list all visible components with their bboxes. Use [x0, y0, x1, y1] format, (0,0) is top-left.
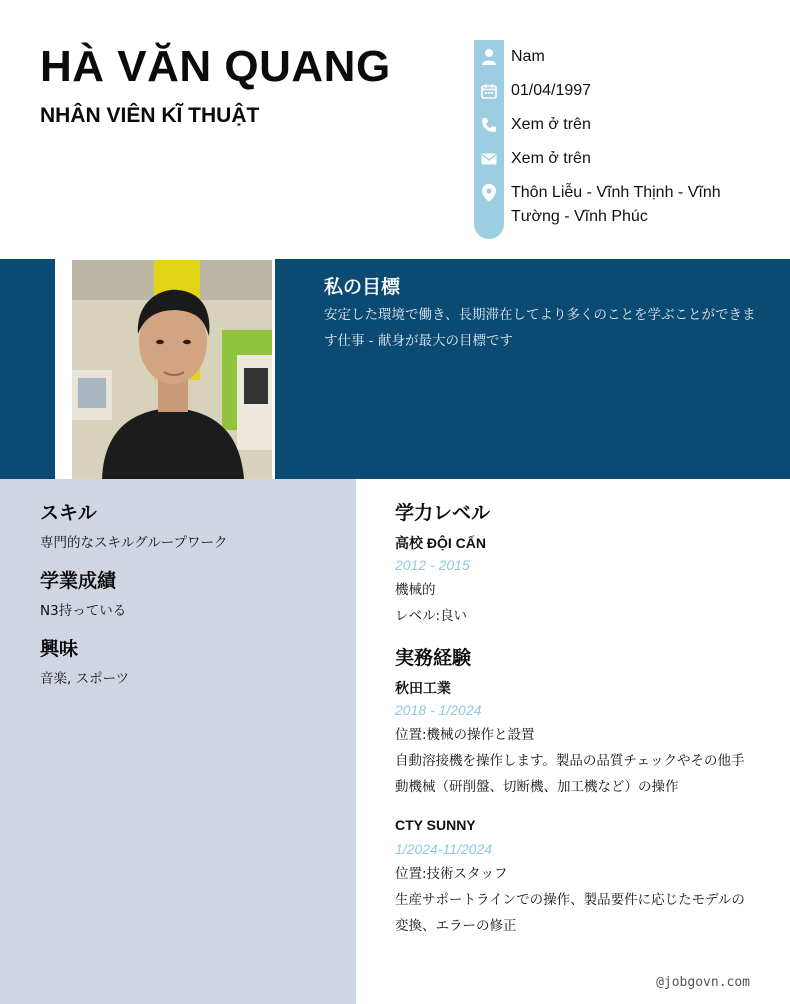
contact-birthdate-text: 01/04/1997: [511, 82, 592, 99]
left-column: [0, 479, 356, 1004]
phone-icon: [474, 108, 504, 142]
education-level: レベル:良い: [395, 608, 468, 624]
contact-address: [474, 176, 751, 229]
job-description: 自動溶接機を操作します。製品の品質チェックやその他手動機械（研削盤、切断機、加工機など）の操作: [395, 753, 745, 795]
contact-gender: [474, 40, 751, 74]
calendar-icon: [474, 74, 504, 108]
job-company: 秋田工業: [395, 680, 451, 696]
contact-gender-text: Nam: [511, 48, 545, 65]
job-dates: 1/2024-11/2024: [395, 841, 493, 857]
interests-title: 興味: [40, 638, 79, 660]
skills-title: スキル: [40, 502, 97, 524]
experience-title: 実務経験: [395, 647, 472, 669]
contact-address-text: Thôn Liễu - Vĩnh Thịnh - Vĩnh Tường - Vĩnh Phúc: [511, 184, 721, 225]
mail-icon: [474, 142, 504, 176]
achievements-title: 学業成績: [40, 570, 117, 592]
objective-text: 安定した環境で働き、長期滞在してより多くのことを学ぶことができます仕事 - 献身が最大の目標です: [324, 307, 756, 349]
contact-phone-text: Xem ở trên: [511, 116, 591, 133]
candidate-name: HÀ VĂN QUANG: [40, 42, 391, 91]
skills-text: 専門的なスキルグループワーク: [40, 535, 228, 551]
site-watermark: @jobgovn.com: [656, 975, 750, 990]
achievements-text: N3持っている: [40, 603, 127, 619]
contact-birthdate: [474, 74, 751, 108]
objective-title: 私の目標: [324, 276, 401, 298]
job-position: 位置:技術スタッフ: [395, 866, 508, 882]
education-major: 機械的: [395, 582, 436, 598]
person-icon: [474, 40, 504, 74]
job-description: 生産サポートラインでの操作、製品要件に応じたモデルの変換、エラーの修正: [395, 892, 745, 934]
job-company: CTY SUNNY: [395, 817, 476, 833]
job-dates: 2018 - 1/2024: [395, 702, 482, 718]
education-school: 高校 ĐỘI CẤN: [395, 535, 486, 551]
education-dates: 2012 - 2015: [395, 557, 470, 573]
location-pin-icon: [474, 176, 504, 210]
contact-phone: [474, 108, 751, 142]
education-title: 学力レベル: [395, 502, 491, 524]
interests-text: 音楽, スポーツ: [40, 671, 130, 687]
profile-photo: [72, 260, 272, 479]
contact-email: [474, 142, 751, 176]
job-position: 位置:機械の操作と設置: [395, 727, 535, 743]
contact-email-text: Xem ở trên: [511, 150, 591, 167]
job-title: NHÂN VIÊN KĨ THUẬT: [40, 104, 260, 127]
